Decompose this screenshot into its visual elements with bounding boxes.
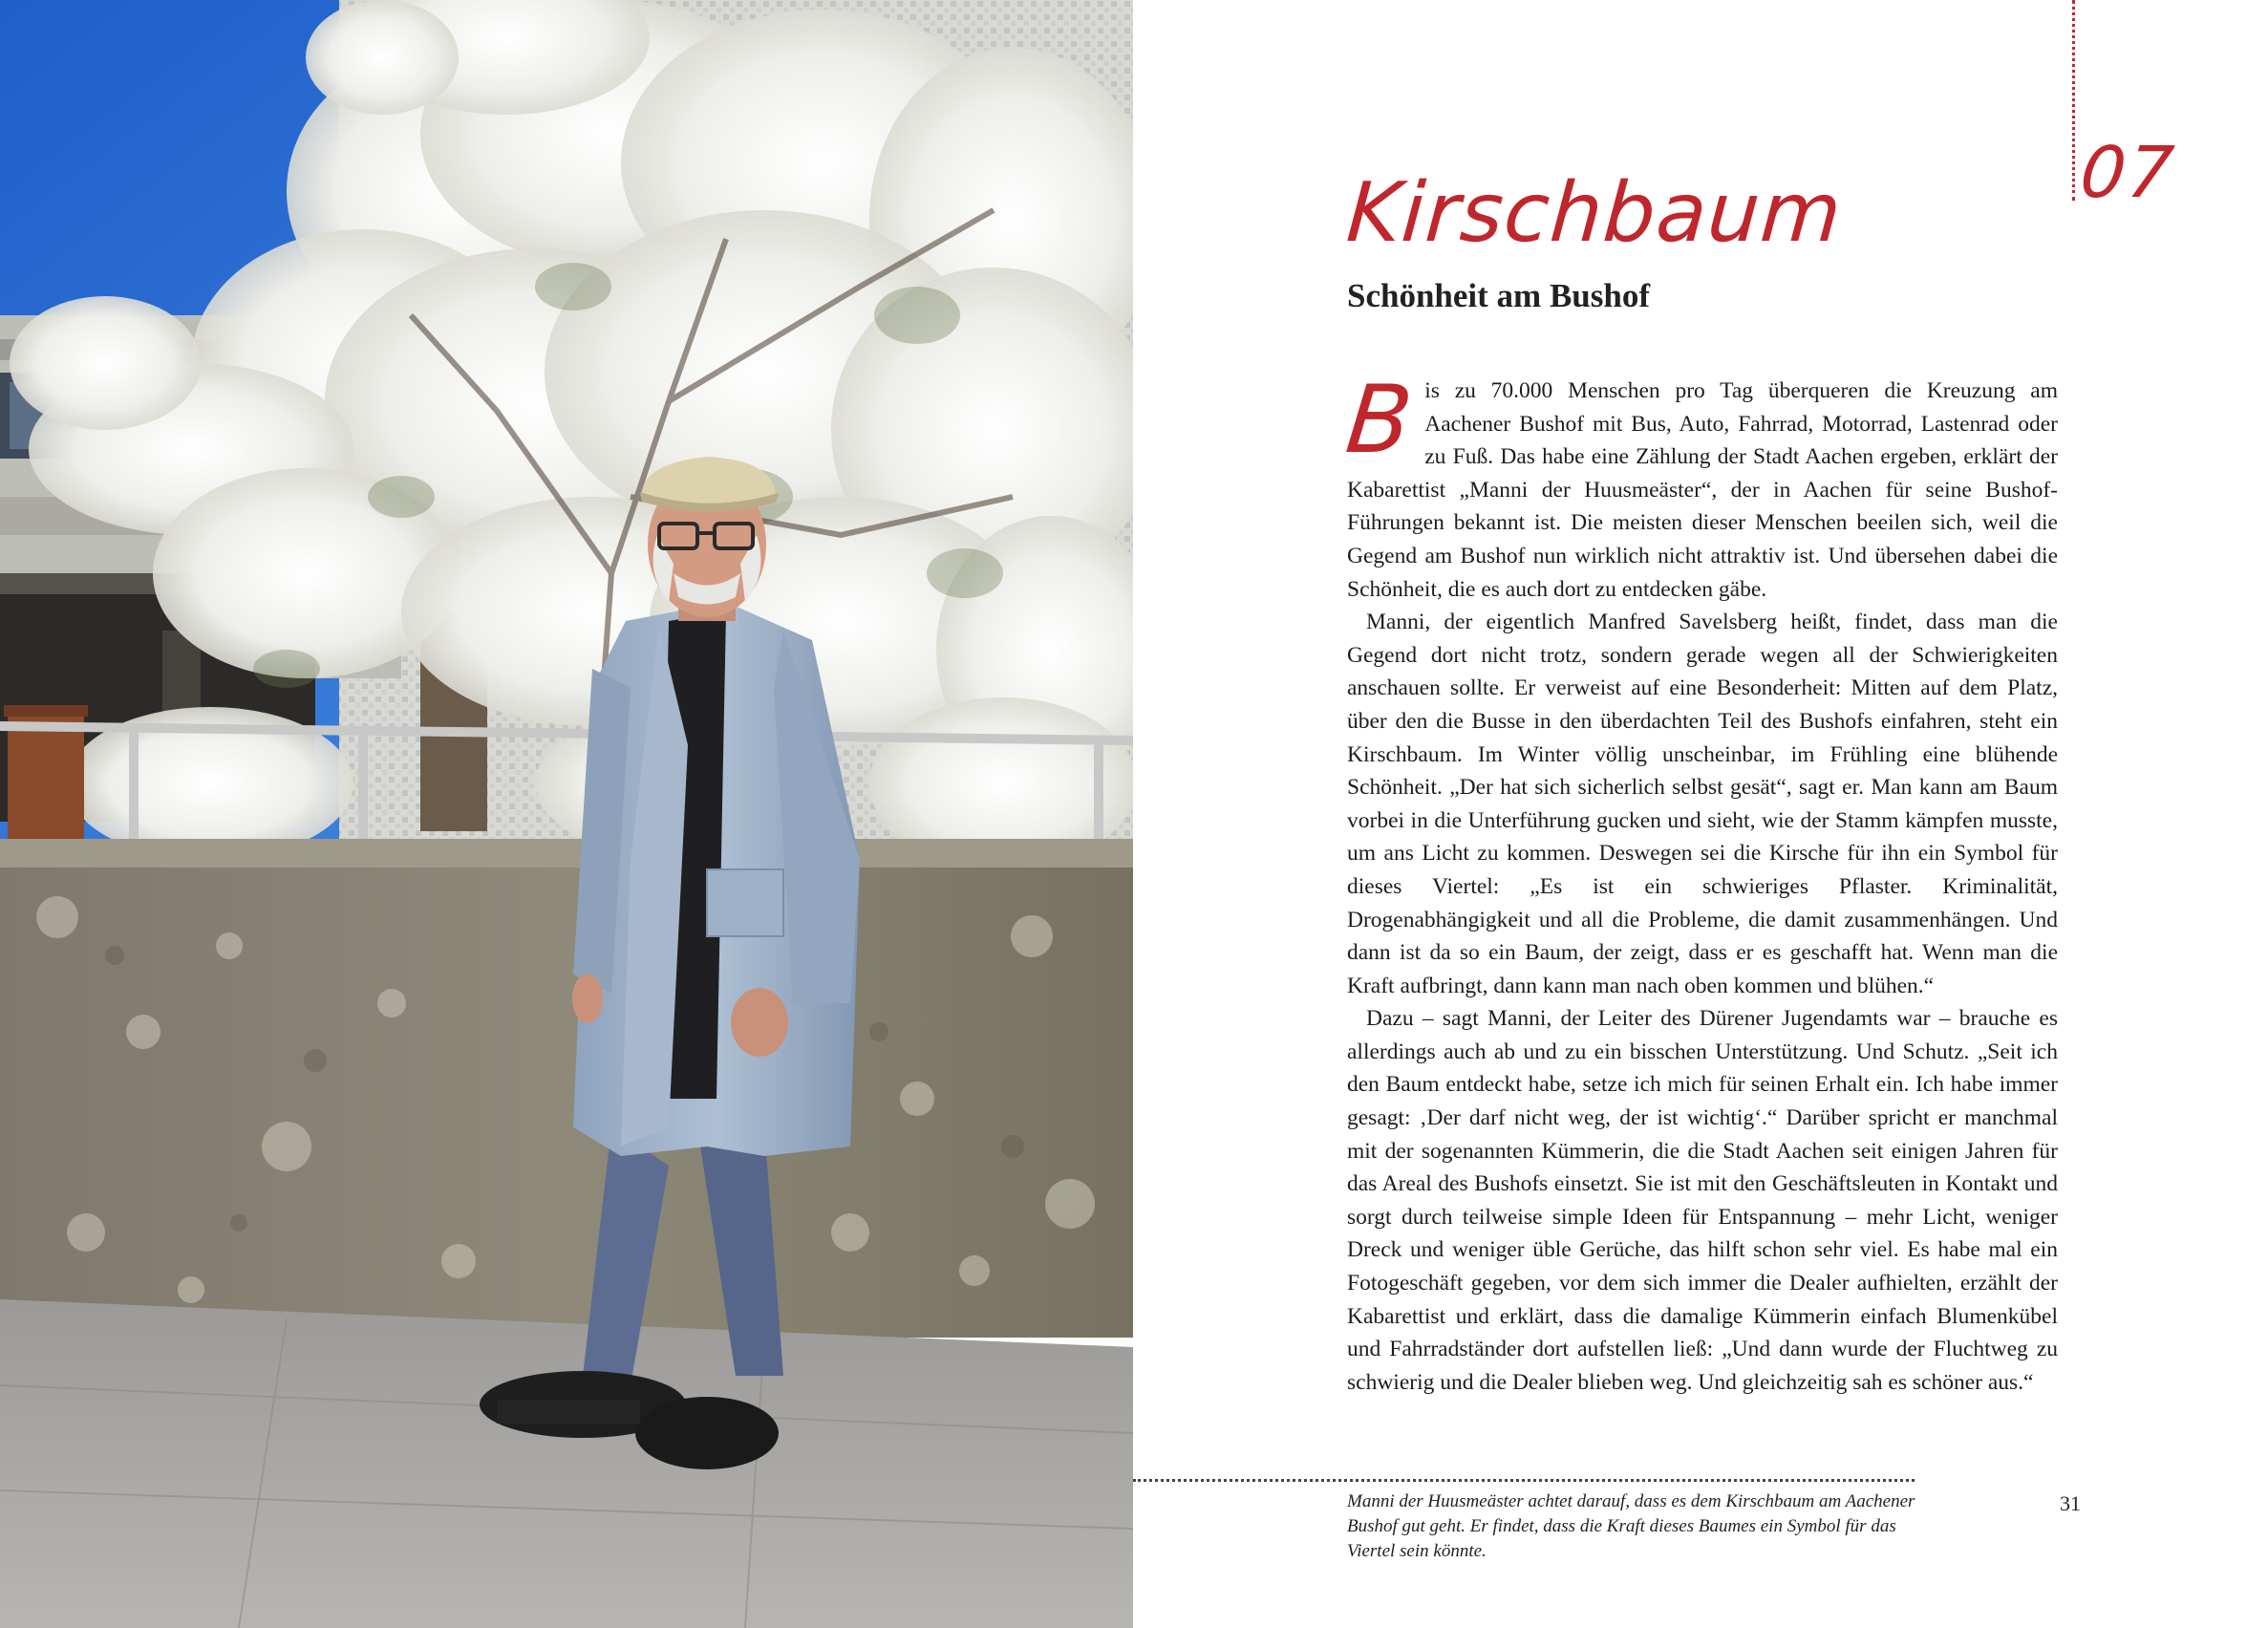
caption-divider (1133, 1479, 1915, 1482)
chapter-number: 07 (2076, 132, 2179, 214)
paragraph-1-text: is zu 70.000 Menschen pro Tag überqueren die Kreuzung am Aachener Bushof mit Bus, Auto, Fahrrad, Motorrad, Lastenrad oder zu Fuß. Das habe eine Zählung der Stadt Aachen ergeben, erklärt der Kabarettist „Manni der Huusmeäster“, der in Aachen für seine Bushof-Führungen bekannt ist. Die meisten dieser Menschen beeilen sich, weil die Gegend am Bushof nun wirklich nicht attraktiv ist. Und übersehen dabei die Schönheit, die es auch dort zu entdecken gäbe. (1347, 378, 2058, 602)
cherry-tree-photo (0, 0, 1133, 1628)
text-page (1133, 0, 2268, 1628)
pavement (0, 1299, 1133, 1628)
photo-caption: Manni der Huusmeäster achtet darauf, dass es dem Kirschbaum am Aachener Bushof gut geht. Er findet, dass die Kraft dieses Baumes ein Symbol für das Viertel sein könnte. (1347, 1491, 1915, 1561)
chapter-title: Kirschbaum (1343, 165, 1846, 261)
chapter-divider (2072, 0, 2075, 201)
article-body (1341, 366, 2058, 1399)
paragraph-3: Dazu – sagt Manni, der Leiter des Dürener Jugendamts war – brauche es allerdings auch ab und zu ein bisschen Unterstützung. Und Schutz. „Seit ich den Baum entdeckt habe, setze ich mich für seinen Erhalt ein. Ich habe immer gesagt: ‚Der darf nicht weg, der ist wichtig‘.“ Darüber spricht er manchmal mit der sogenannten Kümmerin, die die Stadt Aachen seit einigen Jahren für das Areal des Bushofs einsetzt. Sie ist mit den Geschäftsleuten in Kontakt und sorgt durch teilweise simple Ideen für Entspannung – mehr Licht, weniger Dreck und weniger üble Gerüche, das hilft schon sehr viel. Es habe mal ein Fotogeschäft gegeben, vor dem sich immer die Dealer aufhielten, erzählt der Kabarettist und erklärt, dass die damalige Kümmerin einfach Blumenkübel und Fahrradständer dort aufstellen ließ: „Und dann wurde der Fluchtweg zu schwierig und die Dealer blieben weg. Und gleichzeitig sah es schöner aus.“ (1347, 1006, 2058, 1395)
photo-page (0, 0, 1133, 1628)
drop-cap: B (1341, 366, 1418, 475)
chapter-subtitle: Schönheit am Bushof (1347, 277, 1651, 314)
paragraph-1 (1341, 366, 2058, 606)
paragraph-2: Manni, der eigentlich Manfred Savelsberg heißt, findet, dass man die Gegend dort nicht trotz, sondern gerade wegen all der Schwierigkeiten anschauen sollte. Er verweist auf eine Besonderheit: Mitten auf dem Platz, über den die Busse in den überdachten Teil des Bushofs einfahren, steht ein Kirschbaum. Im Winter völlig unscheinbar, im Frühling eine blühende Schönheit. „Der hat sich sicherlich selbst gesät“, sagt er. Man kann am Baum vorbei in die Unterführung gucken und sieht, wie der Stamm kämpfen musste, um ans Licht zu kommen. Deswegen sei die Kirsche für ihn ein Symbol für dieses Viertel: „Es ist ein schwieriges Pflaster. Kriminalität, Drogenabhängigkeit und all die Probleme, die damit zusammenhängen. Und dann ist da so ein Baum, der zeigt, dass er es geschafft hat. Wenn man die Kraft aufbringt, dann kann man nach oben kommen und blühen.“ (1347, 610, 2058, 998)
page-number: 31 (2060, 1491, 2081, 1515)
planter (8, 712, 84, 846)
